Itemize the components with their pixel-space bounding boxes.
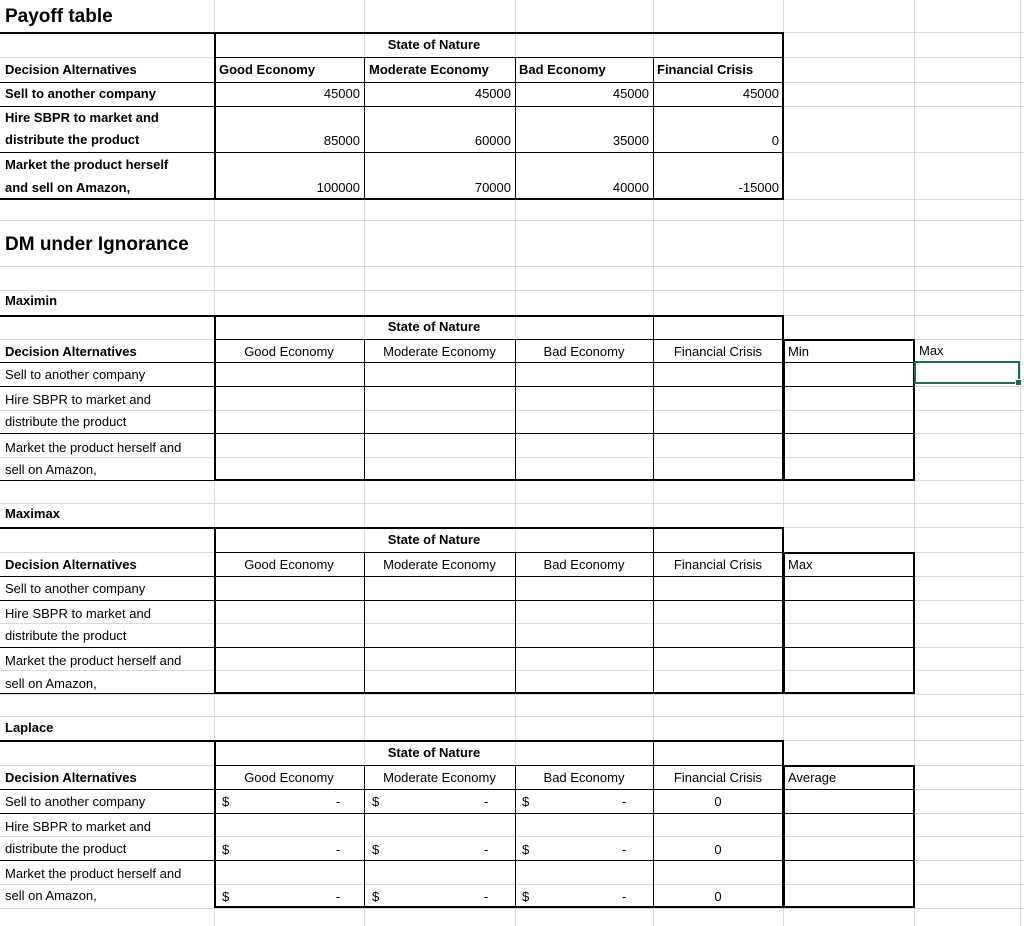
laplace-col-crisis: Financial Crisis: [673, 770, 763, 785]
laplace-crisis-value[interactable]: 0: [714, 889, 722, 904]
payoff-cell[interactable]: 60000: [474, 133, 511, 148]
laplace-col-moderate: Moderate Economy: [383, 770, 496, 785]
maximin-state-of-nature: State of Nature: [387, 319, 481, 334]
maximax-col-crisis: Financial Crisis: [673, 557, 763, 572]
laplace-currency: $: [222, 794, 230, 809]
selected-cell[interactable]: [914, 361, 1020, 384]
maximax-col-good: Good Economy: [244, 557, 334, 572]
maximax-title: Maximax: [5, 506, 60, 521]
payoff-col-crisis: Financial Crisis: [657, 62, 754, 77]
payoff-cell[interactable]: 35000: [612, 133, 649, 148]
laplace-crisis-value[interactable]: 0: [714, 842, 722, 857]
laplace-currency: $: [522, 794, 530, 809]
laplace-dash: -: [484, 794, 489, 809]
maximin-col-max: Max: [919, 343, 944, 358]
laplace-currency: $: [222, 889, 230, 904]
laplace-alt2-line2: distribute the product: [5, 841, 127, 856]
laplace-dash: -: [484, 842, 489, 857]
payoff-cell[interactable]: 45000: [742, 86, 779, 101]
payoff-state-of-nature: State of Nature: [387, 37, 481, 52]
payoff-col-good: Good Economy: [219, 62, 316, 77]
ignorance-title: DM under Ignorance: [5, 234, 189, 255]
maximax-alt3-line1: Market the product herself and: [5, 653, 182, 668]
laplace-alt3-line1: Market the product herself and: [5, 866, 182, 881]
maximin-title: Maximin: [5, 293, 58, 308]
payoff-col-bad: Bad Economy: [519, 62, 606, 77]
payoff-cell[interactable]: 0: [771, 133, 779, 148]
laplace-crisis-value[interactable]: 0: [714, 794, 722, 809]
laplace-currency: $: [372, 889, 380, 904]
maximin-col-min: Min: [788, 344, 809, 359]
payoff-col-header: Decision Alternatives: [5, 62, 137, 77]
payoff-alt3-line1: Market the product herself: [5, 157, 169, 172]
maximin-alt1: Sell to another company: [5, 367, 146, 382]
payoff-alt2-line1: Hire SBPR to market and: [5, 110, 159, 125]
maximax-col-max: Max: [788, 557, 813, 572]
laplace-currency: $: [522, 842, 530, 857]
laplace-currency: $: [222, 842, 230, 857]
laplace-currency: $: [522, 889, 530, 904]
maximax-col-bad: Bad Economy: [543, 557, 625, 572]
laplace-dash: -: [622, 889, 627, 904]
maximax-alt2-line1: Hire SBPR to market and: [5, 606, 151, 621]
payoff-alt2-line2: distribute the product: [5, 132, 140, 147]
maximin-col-header: Decision Alternatives: [5, 344, 137, 359]
payoff-cell[interactable]: 70000: [474, 180, 511, 195]
maximin-alt3-line1: Market the product herself and: [5, 440, 182, 455]
laplace-dash: -: [622, 794, 627, 809]
laplace-dash: -: [336, 842, 341, 857]
laplace-col-average: Average: [788, 770, 837, 785]
maximin-alt2-line1: Hire SBPR to market and: [5, 392, 151, 407]
laplace-title: Laplace: [5, 720, 54, 735]
maximax-col-moderate: Moderate Economy: [383, 557, 496, 572]
laplace-alt2-line1: Hire SBPR to market and: [5, 819, 151, 834]
laplace-dash: -: [484, 889, 489, 904]
maximax-state-of-nature: State of Nature: [387, 532, 481, 547]
payoff-cell[interactable]: 85000: [323, 133, 360, 148]
payoff-cell[interactable]: 45000: [474, 86, 511, 101]
laplace-col-bad: Bad Economy: [543, 770, 625, 785]
payoff-cell[interactable]: 40000: [612, 180, 649, 195]
payoff-cell[interactable]: -15000: [738, 180, 779, 195]
payoff-alt1: Sell to another company: [5, 86, 156, 101]
laplace-dash: -: [622, 842, 627, 857]
laplace-dash: -: [336, 794, 341, 809]
laplace-dash: -: [336, 889, 341, 904]
laplace-col-good: Good Economy: [244, 770, 334, 785]
laplace-currency: $: [372, 794, 380, 809]
maximin-alt2-line2: distribute the product: [5, 414, 127, 429]
payoff-cell[interactable]: 100000: [316, 180, 360, 195]
maximin-col-crisis: Financial Crisis: [673, 344, 763, 359]
maximin-col-bad: Bad Economy: [543, 344, 625, 359]
payoff-col-moderate: Moderate Economy: [369, 62, 489, 77]
laplace-alt1: Sell to another company: [5, 794, 146, 809]
laplace-alt3-line2: sell on Amazon,: [5, 888, 97, 903]
payoff-cell[interactable]: 45000: [323, 86, 360, 101]
maximin-alt3-line2: sell on Amazon,: [5, 462, 97, 477]
maximin-col-moderate: Moderate Economy: [383, 344, 496, 359]
payoff-title: Payoff table: [5, 6, 113, 27]
payoff-alt3-line2: and sell on Amazon,: [5, 180, 131, 195]
payoff-cell[interactable]: 45000: [612, 86, 649, 101]
maximin-col-good: Good Economy: [244, 344, 334, 359]
maximax-alt2-line2: distribute the product: [5, 628, 127, 643]
laplace-col-header: Decision Alternatives: [5, 770, 137, 785]
maximax-col-header: Decision Alternatives: [5, 557, 137, 572]
maximax-alt1: Sell to another company: [5, 581, 146, 596]
maximax-alt3-line2: sell on Amazon,: [5, 676, 97, 691]
laplace-state-of-nature: State of Nature: [387, 745, 481, 760]
laplace-currency: $: [372, 842, 380, 857]
